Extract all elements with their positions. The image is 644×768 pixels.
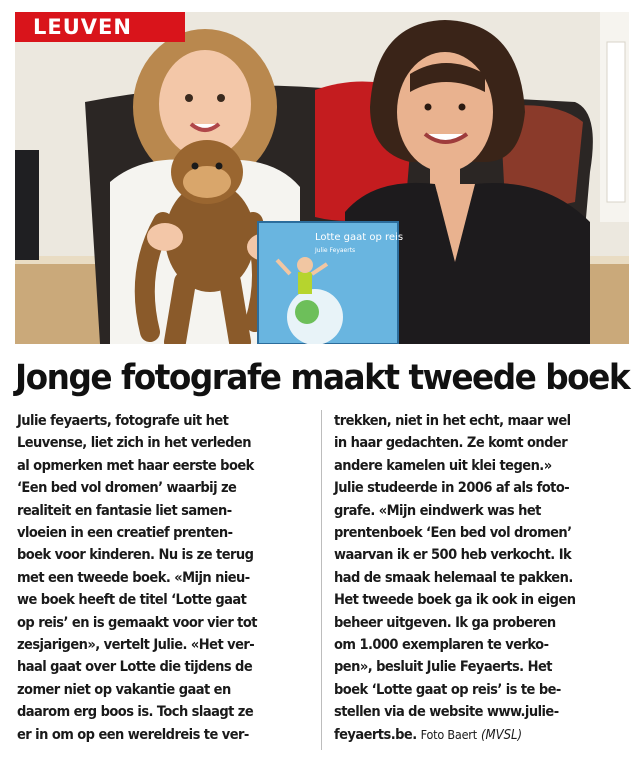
text-line-end: feyaerts.be.	[334, 726, 417, 743]
text-line: er in om op een wereldreis te ver-	[17, 726, 249, 743]
text-line: realiteit en fantasie liet samen-	[17, 502, 232, 519]
text-line: zomer niet op vakantie gaat en	[17, 681, 231, 698]
agency-credit: (MVSL)	[480, 727, 523, 743]
text-line: had de smaak helemaal te pakken.	[334, 569, 573, 586]
text-line: stellen via de website www.julie-	[334, 704, 559, 721]
book-cover-author: Julie Feyaerts	[315, 247, 356, 254]
photo-credit: Foto Baert	[420, 726, 477, 742]
text-line-with-credit	[334, 724, 630, 747]
text-line: boek voor kinderen. Nu is ze terug	[17, 547, 254, 564]
text-line: om 1.000 exemplaren te verko-	[334, 637, 549, 654]
text-line: boek ‘Lotte gaat op reis’ is te be-	[334, 681, 561, 698]
text-line: in haar gedachten. Ze komt onder	[334, 435, 568, 452]
text-line: beheer uitgeven. Ik ga proberen	[334, 614, 556, 631]
text-line: vloeien in een creatief prenten-	[17, 525, 233, 542]
article-column-right	[334, 410, 630, 747]
text-line: zesjarigen», vertelt Julie. «Het ver-	[17, 637, 255, 654]
book-cover	[258, 222, 403, 344]
text-line: pen», besluit Julie Feyaerts. Het	[334, 659, 552, 676]
text-line: daarom erg boos is. Toch slaagt ze	[17, 704, 254, 721]
text-line: Julie feyaerts, fotografe uit het	[17, 413, 229, 429]
text-line: waarvan ik er 500 heb verkocht. Ik	[334, 547, 572, 564]
text-line: op reis’ en is gemaakt voor vier tot	[17, 614, 257, 631]
text-line: prentenboek ‘Een bed vol dromen’	[334, 525, 572, 542]
article-photo	[15, 12, 629, 344]
text-line: haal gaat over Lotte die tijdens de	[17, 659, 253, 676]
column-divider	[321, 410, 322, 750]
book-cover-title: Lotte gaat op reis	[315, 232, 404, 243]
text-line: we boek heeft de titel ‘Lotte gaat	[17, 592, 247, 609]
photo-illustration	[15, 12, 629, 344]
headline: Jonge fotografe maakt tweede boek	[15, 358, 630, 398]
location-banner: LEUVEN	[15, 12, 185, 42]
text-line: trekken, niet in het echt, maar wel	[334, 413, 571, 429]
text-line: Het tweede boek ga ik ook in eigen	[334, 592, 576, 609]
text-line: Julie studeerde in 2006 af als foto-	[334, 480, 570, 497]
text-line: met een tweede boek. «Mijn nieu-	[17, 569, 250, 586]
text-line: grafe. «Mijn eindwerk was het	[334, 502, 541, 519]
text-line: Leuvense, liet zich in het verleden	[17, 435, 251, 452]
text-line: ‘Een bed vol dromen’ waarbij ze	[17, 480, 237, 497]
text-line: al opmerken met haar eerste boek	[17, 457, 254, 474]
text-line: andere kamelen uit klei tegen.»	[334, 457, 552, 474]
article-column-left	[17, 410, 313, 746]
